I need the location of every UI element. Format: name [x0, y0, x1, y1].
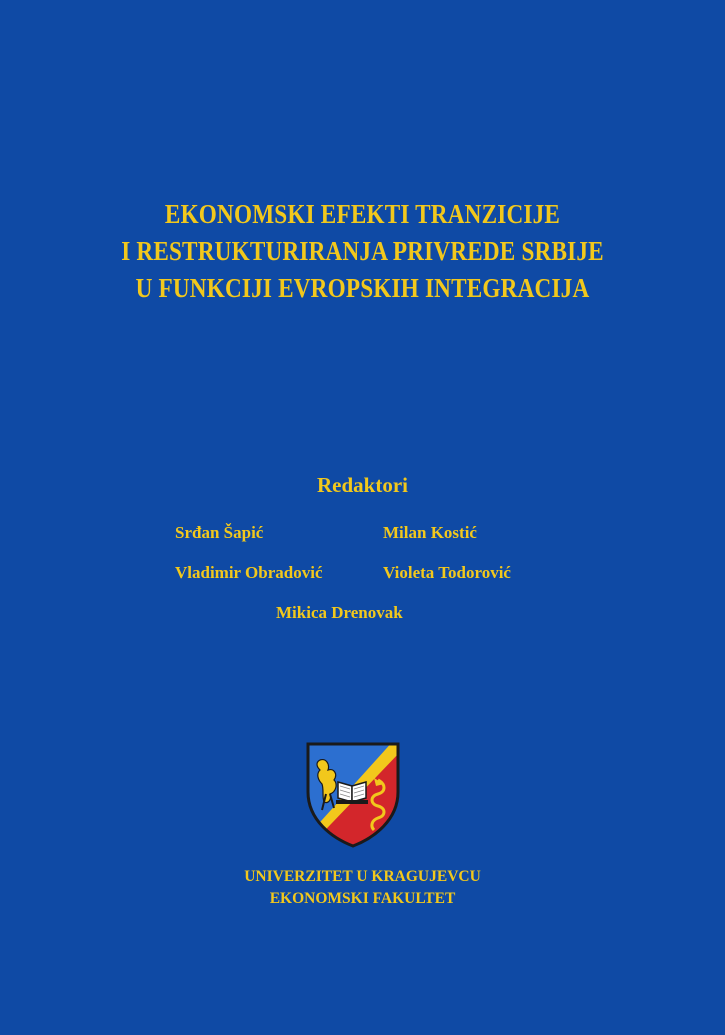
publisher-line-2: EKONOMSKI FAKULTET: [269, 890, 456, 907]
editor-name: Mikica Drenovak: [276, 603, 403, 622]
editor-name: Milan Kostić: [383, 523, 477, 542]
title-line-2: I RESTRUKTURIRANJA PRIVREDE SRBIJE: [121, 236, 604, 266]
editors-heading: Redaktori: [317, 473, 408, 497]
publisher-line-1: UNIVERZITET U KRAGUJEVCU: [244, 868, 481, 885]
editor-name: Violeta Todorović: [383, 563, 511, 582]
publisher: [0, 866, 725, 910]
editor-name: Vladimir Obradović: [175, 563, 323, 582]
book-title: [51, 196, 675, 307]
editor-name: Srđan Šapić: [175, 523, 264, 542]
university-crest-icon: [304, 740, 402, 848]
title-line-3: U FUNKCIJI EVROPSKIH INTEGRACIJA: [135, 273, 590, 303]
title-line-1: EKONOMSKI EFEKTI TRANZICIJE: [164, 199, 561, 229]
